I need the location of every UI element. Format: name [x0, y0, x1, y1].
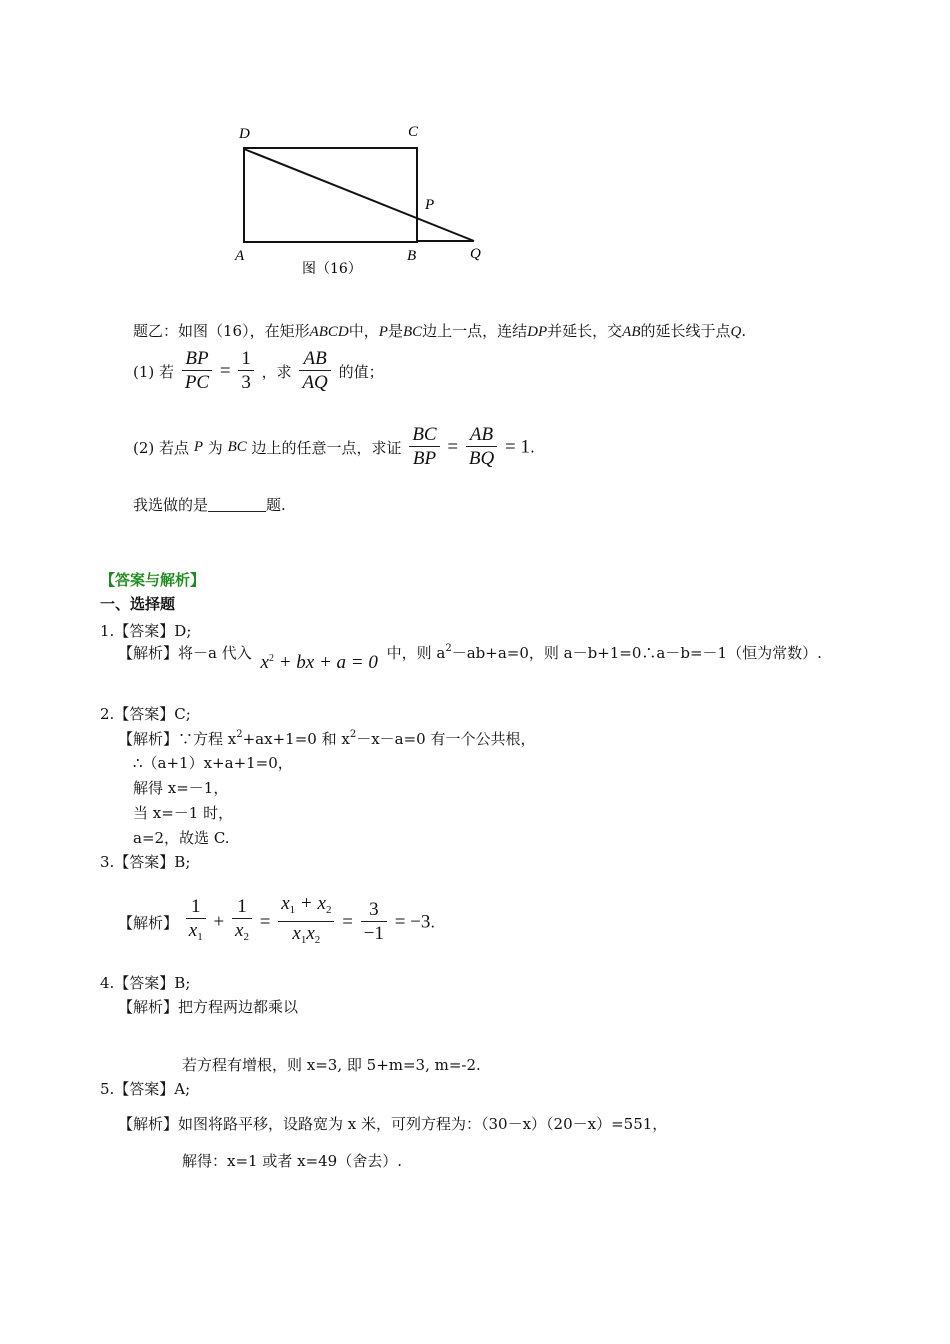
q1-pre: (1) 若 [133, 363, 175, 381]
intro-text-2: 中， [348, 322, 379, 340]
a3-fraction-sum-product: $\frac{x_1 + x_2}{x_1x_2}$ [278, 893, 334, 952]
section-heading: 一、选择题 [100, 595, 176, 613]
intro-abcd: ABCD [309, 324, 349, 340]
q2-post: . [529, 438, 535, 457]
intro-q: Q [730, 324, 742, 340]
intro-text-5: 并延长，交 [547, 322, 623, 340]
answer-5: 5.【答案】A; [100, 1080, 191, 1098]
answer-4: 4.【答案】B; [100, 974, 191, 992]
a3-fraction-3-neg1: $\frac{3}{-1}$ [361, 899, 387, 946]
a3-result: = −3 [394, 911, 431, 933]
q2-fraction-bc-bp: $\frac{BC}{BP}$ [409, 424, 439, 471]
question-1 [133, 348, 384, 395]
label-c: C [408, 124, 419, 140]
rectangle-abcd [244, 148, 417, 242]
answer-2-line-1: 【解析】∵方程 $x^2+ax+1=0$ 和 $x^2-x-a=0$ 有一个公共根， [118, 729, 536, 748]
intro-text-3: 是 [387, 322, 403, 340]
a3-equals-2: = [342, 911, 353, 933]
answer-2: 2.【答案】C; [100, 705, 191, 723]
answer-5-line-1: 【解析】如图将路平移，设路宽为 x 米，可列方程为：（30－x）（20－x）=551， [118, 1115, 668, 1133]
intro-text-4: 边上一点，连结 [422, 322, 528, 340]
segment-dq [244, 149, 474, 241]
label-q: Q [470, 246, 481, 262]
intro-dp: DP [527, 324, 548, 340]
q1-fraction-ab-aq: $\frac{AB}{AQ}$ [299, 348, 330, 395]
q1-equals: = [219, 360, 231, 382]
a3-plus: + [213, 911, 225, 933]
q1-fraction-bp-pc: $\frac{BP}{PC}$ [182, 348, 212, 395]
q1-mid: ，求 [261, 363, 292, 381]
a3-post: . [430, 913, 436, 932]
figure-16 [230, 118, 500, 283]
a3-fraction-1-x2: $\frac{1}{x_2}$ [232, 896, 252, 949]
intro-text-6: 的延长线于点 [640, 322, 731, 340]
intro-text-1: 题乙：如图（16），在矩形 [133, 322, 310, 340]
answer-4-line-1: 【解析】把方程两边都乘以 [118, 998, 299, 1016]
intro-text-7: . [741, 322, 747, 340]
answer-2-line-3: 解得 x=－1， [133, 779, 229, 797]
q2-equals-1: = [447, 436, 459, 458]
a3-exp-pre: 【解析】 [118, 914, 179, 932]
answer-2-line-2: ∴（a+1）x+a+1=0， [133, 754, 293, 772]
choose-blank[interactable] [208, 497, 266, 512]
intro-p: P [378, 324, 388, 340]
label-a: A [235, 248, 245, 264]
answer-1: 1.【答案】D; [100, 622, 192, 640]
a1-exp-post: 中，则 $a^2-ab+a=0$，则 a－b+1=0∴a－b=－1（恒为常数）. [386, 643, 822, 662]
choose-pre: 我选做的是 [133, 496, 209, 514]
answer-3-explanation [118, 893, 435, 952]
q2-fraction-ab-bq: $\frac{AB}{BQ}$ [466, 424, 497, 471]
problem-intro [133, 320, 746, 341]
answer-2-line-4: 当 x=－1 时， [133, 804, 234, 822]
figure-caption: 图（16） [302, 261, 362, 277]
label-p: P [425, 197, 435, 213]
choose-line [133, 494, 286, 515]
a1-exp-pre: 【解析】将－a 代入 [118, 644, 252, 662]
a1-equation: $x^2$ + bx + a = 0 [260, 652, 378, 673]
answer-5-line-2: 解得：x=1 或者 x=49（舍去）. [182, 1152, 402, 1170]
answers-heading: 【答案与解析】 [100, 571, 206, 589]
choose-post: 题. [266, 496, 286, 514]
label-b: B [407, 248, 417, 264]
answer-1-explanation [118, 642, 822, 673]
intro-ab: AB [622, 324, 641, 340]
question-2 [133, 424, 535, 471]
q2-pre: (2) 若点 [133, 439, 190, 457]
q2-mid1: 为 [207, 439, 223, 457]
a3-fraction-1-x1: $\frac{1}{x_1}$ [186, 896, 206, 949]
q2-p: P [193, 439, 203, 455]
q2-bc: BC [227, 439, 247, 455]
answer-3: 3.【答案】B; [100, 853, 191, 871]
a3-equals-1: = [259, 911, 271, 933]
q2-equals-one: = 1 [504, 436, 530, 458]
q2-mid2: 边上的任意一点，求证 [251, 439, 402, 457]
q1-post: 的值； [338, 363, 384, 381]
q1-fraction-1-3: $\frac{1}{3}$ [238, 348, 254, 395]
intro-bc: BC [402, 324, 423, 340]
answer-4-line-2: 若方程有增根，则 x=3, 即 5+m=3, m=-2. [182, 1056, 481, 1074]
answer-2-line-5: a=2，故选 C. [133, 829, 230, 847]
label-d: D [239, 126, 250, 142]
